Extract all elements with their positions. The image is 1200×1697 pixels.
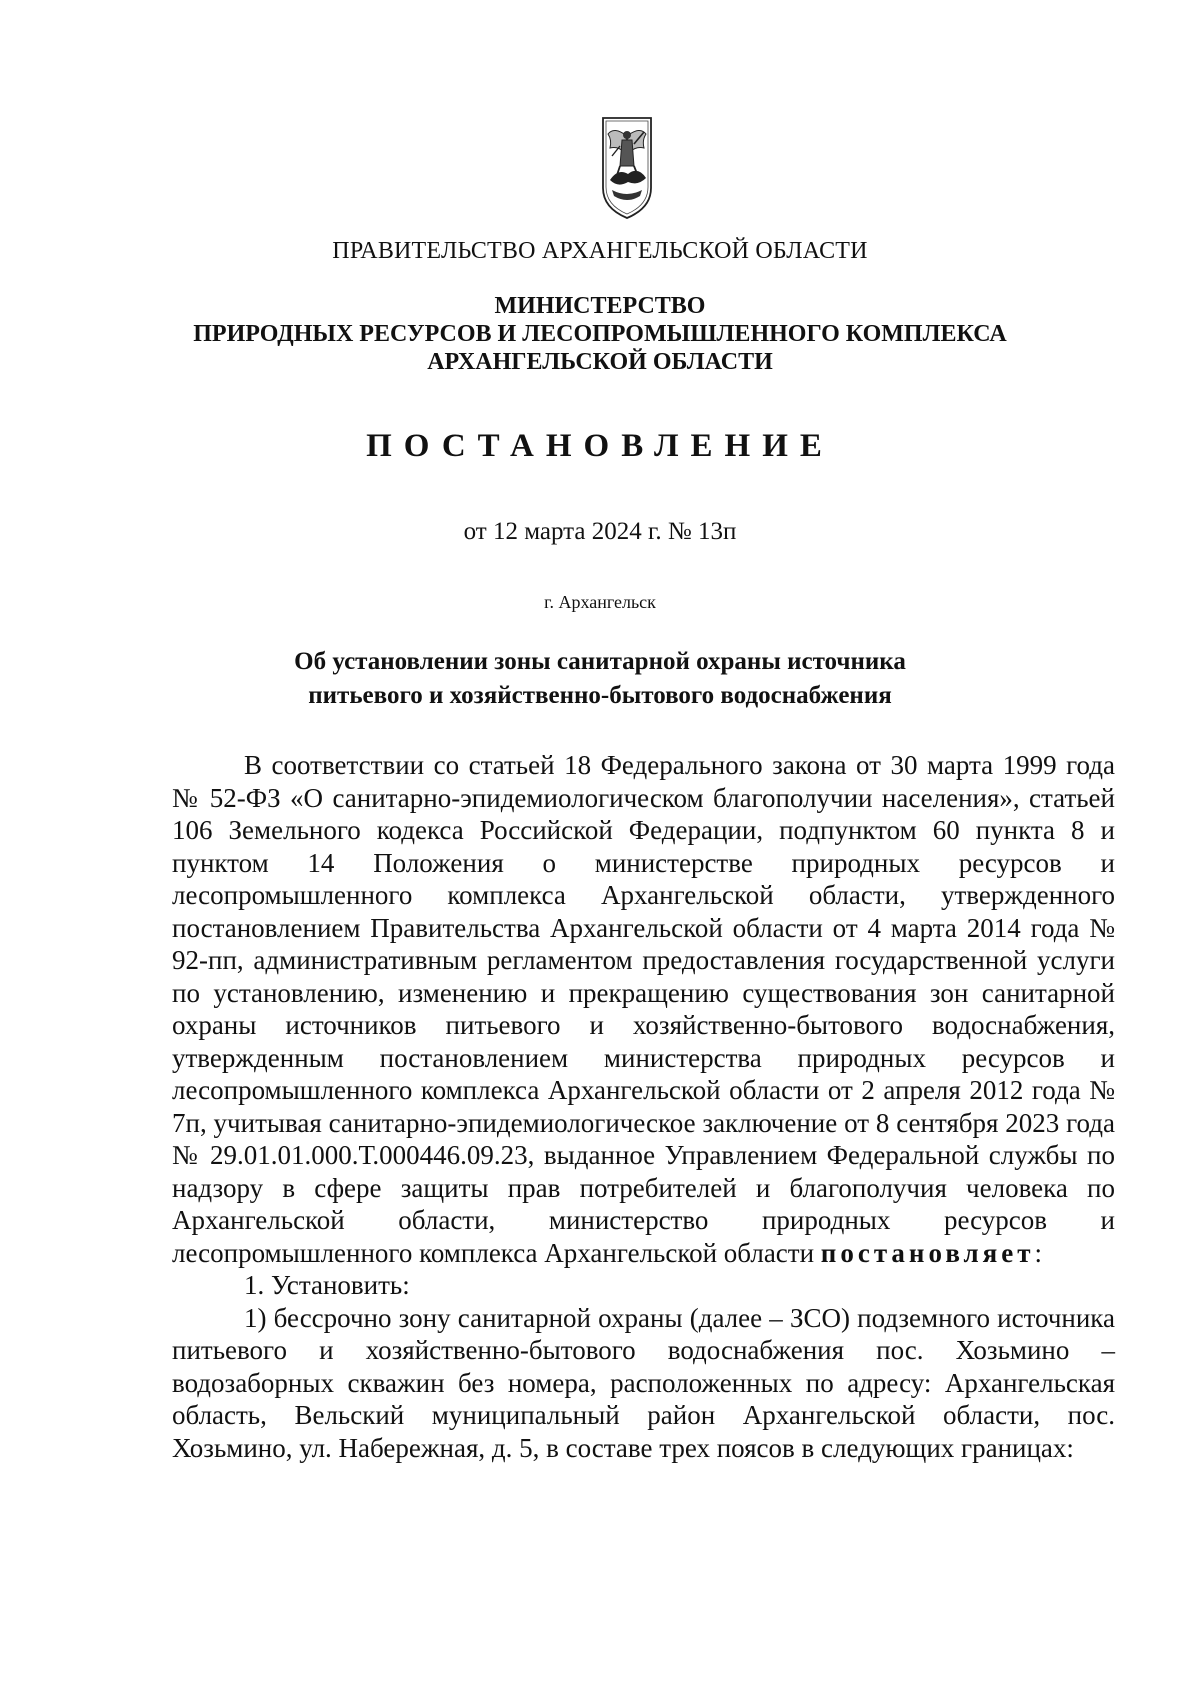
document-type: ПОСТАНОВЛЕНИЕ: [366, 428, 834, 464]
coat-of-arms-icon: [600, 116, 654, 220]
document-title-line-2: питьевого и хозяйственно-бытового водоснабжения: [308, 682, 892, 709]
document-city: г. Архангельск: [544, 592, 656, 612]
item-1-1-paragraph: 1) бессрочно зону санитарной охраны (далее – ЗСО) подземного источника питьевого и хозяйственно-бытового водоснабжения пос. Хозьмино – водозаборных скважин без номера, расположенных по адресу: Архангельская область, Вельский муниципальный район Архангельской области, пос. Хозьмино, ул. Набережная, д. 5, в составе трех поясов в следующих границах:: [172, 1302, 1115, 1463]
ministry-name-line-3: АРХАНГЕЛЬСКОЙ ОБЛАСТИ: [427, 349, 773, 375]
preamble-paragraph: [172, 749, 1115, 1269]
government-name: ПРАВИТЕЛЬСТВО АРХАНГЕЛЬСКОЙ ОБЛАСТИ: [332, 238, 868, 264]
ministry-name-line-2: ПРИРОДНЫХ РЕСУРСОВ И ЛЕСОПРОМЫШЛЕННОГО КОМПЛЕКСА: [193, 321, 1007, 347]
resolves-colon: :: [1034, 1237, 1043, 1268]
resolves-word: постановляет: [820, 1237, 1035, 1268]
preamble-text: В соответствии со статьей 18 Федерального закона от 30 марта 1999 года № 52-ФЗ «О санитарно-эпидемиологическом благополучии населения», статьей 106 Земельного кодекса Российской Федерации, подпунктом 60 пункта 8 и пунктом 14 Положения о министерстве природных ресурсов и лесопромышленного комплекса Архангельской области, утвержденного постановлением Правительства Архангельской области от 4 марта 2014 года № 92-пп, административным регламентом предоставления государственной услуги по установлению, изменению и прекращению существования зон санитарной охраны источников питьевого и хозяйственно-бытового водоснабжения, утвержденным постановлением министерства природных ресурсов и лесопромышленного комплекса Архангельской области от 2 апреля 2012 года № 7п, учитывая санитарно-эпидемиологическое заключение от 8 сентября 2023 года № 29.01.01.000.Т.000446.09.23, выданное Управлением Федеральной службы по надзору в сфере защиты прав потребителей и благополучия человека по Архангельской области, министерство природных ресурсов и лесопромышленного комплекса Архангельской области: [172, 750, 1115, 1268]
ministry-name-line-1: МИНИСТЕРСТВО: [494, 293, 706, 319]
document-date-number: от 12 марта 2024 г. № 13п: [463, 518, 737, 545]
item-1-paragraph: 1. Установить:: [244, 1270, 410, 1300]
document-title-line-1: Об установлении зоны санитарной охраны источника: [294, 648, 906, 675]
document-body: [172, 749, 1115, 1464]
